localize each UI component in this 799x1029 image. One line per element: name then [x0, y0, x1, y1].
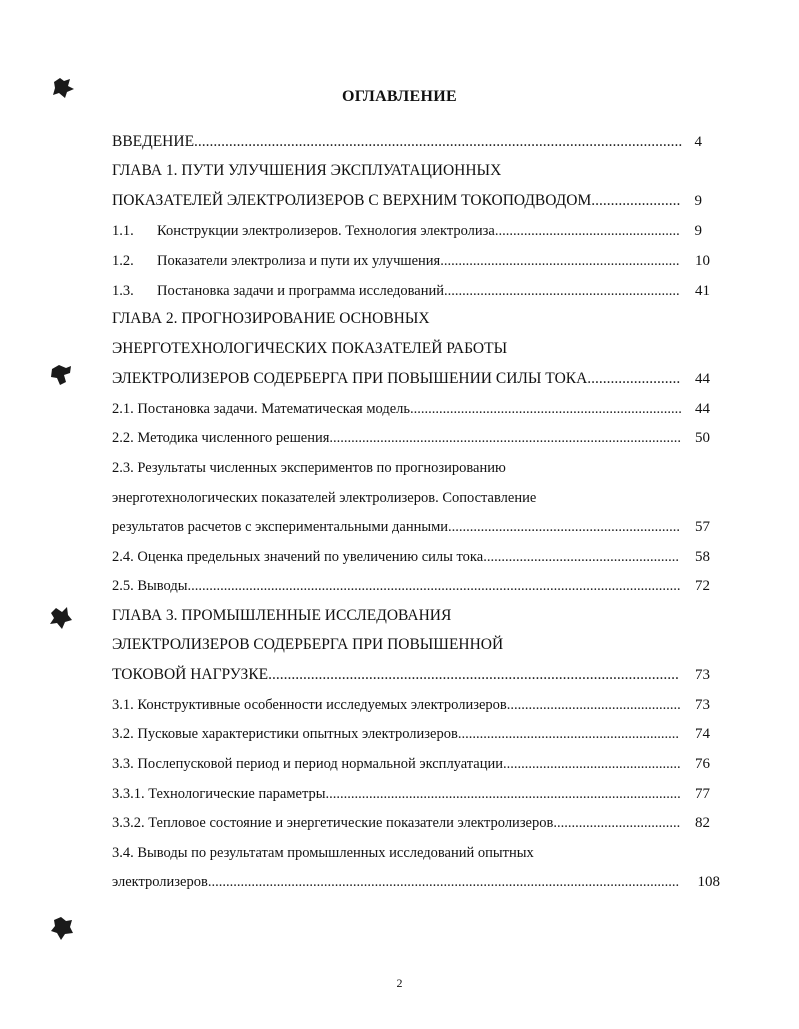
toc-page: 108: [697, 874, 720, 890]
toc-entry-text: Постановка задачи и программа исследований: [157, 283, 444, 299]
toc-entry: [112, 871, 682, 893]
dot-leader: .................................................: [503, 756, 681, 772]
toc-page: 73: [695, 667, 710, 683]
toc-entry-text: электролизеров: [112, 874, 208, 890]
toc-page: 73: [695, 697, 710, 713]
dot-leader: ......................................................: [483, 549, 679, 565]
toc-entry: [112, 546, 682, 568]
toc-entry: [112, 280, 682, 302]
toc-entry-text: ГЛАВА 2. ПРОГНОЗИРОВАНИЕ ОСНОВНЫХ: [112, 310, 430, 327]
toc-entry: [112, 131, 682, 153]
dot-leader: ................................................: [506, 697, 681, 713]
toc-entry: [112, 368, 682, 390]
toc-entry: [112, 160, 682, 182]
toc-entry-text: 3.2. Пусковые характеристики опытных электролизеров: [112, 726, 458, 742]
toc-entry: [112, 398, 682, 420]
toc-entry: [112, 487, 682, 509]
toc-entry: [112, 427, 682, 449]
ink-blot-icon: [48, 74, 78, 100]
toc-number: 1.3.: [112, 283, 134, 299]
page-number: 2: [396, 976, 403, 990]
toc-page: 76: [695, 756, 710, 772]
toc-number: 1.1.: [112, 223, 134, 239]
dot-leader: ...................................: [553, 815, 681, 831]
toc-entry: [112, 308, 682, 330]
dot-leader: .................................................................................................: [329, 430, 682, 446]
toc-entry-text: 2.2. Методика численного решения: [112, 430, 330, 446]
toc-page: 58: [695, 549, 710, 565]
toc-page: 74: [695, 726, 710, 742]
toc-entry-text: 3.3.1. Технологические параметры: [112, 786, 326, 802]
toc-page: 77: [695, 786, 710, 802]
toc-page: 44: [695, 371, 710, 387]
toc-entry: [112, 220, 682, 242]
page-title: ОГЛАВЛЕНИЕ: [342, 88, 457, 105]
toc-page: 57: [695, 519, 710, 535]
ink-blot-icon: [46, 604, 74, 632]
toc-entry: [112, 575, 682, 597]
toc-entry: [112, 694, 682, 716]
toc-entry: [112, 516, 682, 538]
toc-entry-text: 2.4. Оценка предельных значений по увеличению силы тока: [112, 549, 484, 565]
toc-entry: [112, 634, 682, 656]
toc-entry: [112, 190, 682, 212]
dot-leader: ..................................................................................................: [325, 786, 681, 802]
toc-entry-text: 2.3. Результаты численных экспериментов по прогнозированию: [112, 460, 506, 476]
toc-entry-text: 3.3. Послепусковой период и период нормальной эксплуатации: [112, 756, 504, 772]
toc-number: 1.2.: [112, 253, 134, 269]
toc-entry-text: ВВЕДЕНИЕ: [112, 133, 195, 150]
toc-entry-text: ЭЛЕКТРОЛИЗЕРОВ СОДЕРБЕРГА ПРИ ПОВЫШЕНИИ СИЛЫ ТОКА: [112, 370, 588, 387]
toc-page: 4: [694, 134, 702, 150]
dot-leader: ..................................................................: [440, 253, 680, 269]
dot-leader: ...................................................: [494, 223, 680, 239]
toc-entry: [112, 812, 682, 834]
dot-leader: ..........................................................................................................: [268, 666, 679, 683]
dot-leader: ........................: [587, 370, 681, 387]
toc-entry-text: ГЛАВА 3. ПРОМЫШЛЕННЫЕ ИССЛЕДОВАНИЯ: [112, 607, 452, 624]
toc-page: 44: [695, 401, 710, 417]
dot-leader: ..................................................................................................................................: [207, 874, 680, 890]
toc-entry: [112, 723, 682, 745]
dot-leader: .............................................................: [457, 726, 679, 742]
toc-entry-text: ЭНЕРГОТЕХНОЛОГИЧЕСКИХ ПОКАЗАТЕЛЕЙ РАБОТЫ: [112, 340, 508, 357]
toc-entry-text: ПОКАЗАТЕЛЕЙ ЭЛЕКТРОЛИЗЕРОВ С ВЕРХНИМ ТОКОПОДВОДОМ: [112, 192, 592, 209]
toc-page: 72: [695, 578, 710, 594]
toc-entry: [112, 783, 682, 805]
toc-entry-text: 2.1. Постановка задачи. Математическая модель: [112, 401, 410, 417]
dot-leader: .................................................................: [443, 283, 680, 299]
toc-page: 50: [695, 430, 710, 446]
toc-entry: [112, 605, 682, 627]
toc-entry-text: 2.5. Выводы: [112, 578, 188, 594]
dot-leader: ..............................................................................................................................: [194, 133, 682, 150]
toc-entry-text: 3.1. Конструктивные особенности исследуемых электролизеров: [112, 697, 507, 713]
toc-page: 9: [694, 193, 702, 209]
toc-page: 10: [695, 253, 710, 269]
toc-entry-text: Показатели электролиза и пути их улучшения: [157, 253, 441, 269]
ink-blot-icon: [48, 362, 76, 388]
ink-blot-icon: [48, 914, 76, 942]
toc-entry-text: 3.3.2. Тепловое состояние и энергетические показатели электролизеров: [112, 815, 554, 831]
dot-leader: ...........................................................................: [410, 401, 682, 417]
toc-entry: [112, 664, 682, 686]
dot-leader: ................................................................: [448, 519, 681, 535]
toc-entry: [112, 753, 682, 775]
toc-entry-text: ТОКОВОЙ НАГРУЗКЕ: [112, 666, 269, 683]
toc-entry-text: 3.4. Выводы по результатам промышленных исследований опытных: [112, 845, 534, 861]
toc-page: 9: [694, 223, 702, 239]
toc-entry: [112, 457, 682, 479]
toc-entry: [112, 842, 682, 864]
dot-leader: ........................................................................................................................................: [187, 578, 681, 594]
toc-entry: [112, 250, 682, 272]
toc-page: 82: [695, 815, 710, 831]
toc-page: 41: [695, 283, 710, 299]
toc-entry-text: результатов расчетов с экспериментальными данными: [112, 519, 449, 535]
toc-entry-text: энерготехнологических показателей электролизеров. Сопоставление: [112, 490, 537, 506]
toc-entry-text: ГЛАВА 1. ПУТИ УЛУЧШЕНИЯ ЭКСПЛУАТАЦИОННЫХ: [112, 162, 502, 179]
toc-entry-text: Конструкции электролизеров. Технология электролиза: [157, 223, 495, 239]
toc-entry-text: ЭЛЕКТРОЛИЗЕРОВ СОДЕРБЕРГА ПРИ ПОВЫШЕННОЙ: [112, 636, 504, 653]
dot-leader: .......................: [591, 192, 681, 209]
toc-entry: [112, 338, 682, 360]
